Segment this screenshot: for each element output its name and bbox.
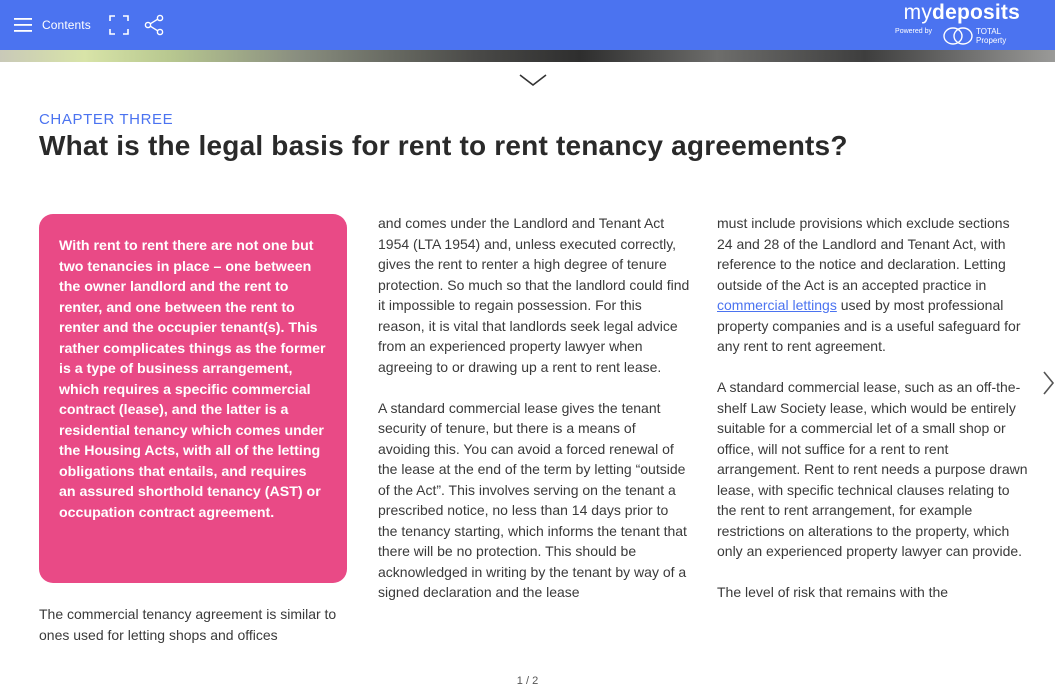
hamburger-icon (14, 18, 32, 32)
page-title: What is the legal basis for rent to rent tenancy agreements? (39, 130, 848, 161)
fullscreen-button[interactable] (109, 15, 129, 35)
column-3 (717, 213, 1029, 603)
contents-menu-button[interactable] (14, 14, 91, 36)
callout-text: With rent to rent there are not one but two tenancies in place – one between the owner landlord and the rent to renter, and one between the rent to renter and the occupier tenant(s). This rather complicates things as the former is a type of business arrangement, which requires a specific commercial contract (lease), and the latter is a residential tenancy which comes under the Housing Acts, with all of the letting obligations that entails, and requires an assured shorthold tenancy (AST) or occupation contract agreement. (59, 238, 326, 521)
chevron-right-icon (1041, 370, 1055, 396)
paragraph (717, 213, 1029, 357)
paragraph: The commercial tenancy agreement is similar to ones used for letting shops and offices (39, 606, 337, 643)
scroll-down-button[interactable] (518, 72, 548, 88)
column-2 (378, 213, 690, 603)
brand-light: my (903, 1, 933, 24)
powered-by-label: Powered by (895, 28, 932, 35)
page-indicator: 1 / 2 (516, 675, 539, 687)
share-button[interactable] (143, 14, 165, 36)
top-bar (0, 0, 1055, 50)
partner-name (976, 27, 1020, 45)
next-page-button[interactable] (1041, 370, 1055, 396)
hero-image-strip (0, 50, 1055, 62)
share-icon (143, 14, 165, 36)
contents-label: Contents (42, 18, 91, 32)
paragraph: A standard commercial lease gives the tenant security of tenure, but there is a means of avoiding this. You can avoid a forced renewal of the lease at the end of the term by letting “outside of the Act”. This involves serving on the tenant a prescribed notice, no less than 14 days prior to the tenancy starting, which informs the tenant that there will be no protection. This should be acknowledged in writing by the tenant by way of a signed declaration and the lease (378, 399, 687, 600)
commercial-lettings-link[interactable]: commercial lettings (717, 297, 837, 313)
column-1 (39, 604, 351, 645)
partner-line-1: TOTAL (976, 27, 1002, 36)
chevron-down-icon (518, 72, 548, 88)
chapter-label: CHAPTER THREE (39, 111, 174, 128)
total-property-logo-icon (942, 26, 974, 46)
callout-box (39, 214, 347, 583)
paragraph-text: must include provisions which exclude sections 24 and 28 of the Landlord and Tenant Act, with reference to the notice and declaration. Letting outside of the Act is an accepted practice in (717, 215, 1010, 293)
brand-bold: deposits (932, 1, 1020, 24)
mydeposits-logo (880, 1, 1020, 49)
paragraph-text: used by most professional property companies and is a useful safeguard for any rent to rent agreement. (717, 297, 1021, 354)
paragraph: A standard commercial lease, such as an off-the-shelf Law Society lease, which would be entirely suitable for a commercial let of a small shop or office, will not suffice for a rent to rent arrangement. Rent to rent needs a purpose drawn lease, with specific technical clauses relating to the rent to rent arrangement, for example restrictions on alterations to the property, which only an experienced property lawyer can provide. (717, 379, 1028, 559)
fullscreen-icon (109, 15, 129, 35)
brand-wordmark (904, 1, 1020, 25)
paragraph: The level of risk that remains with the (717, 584, 949, 600)
paragraph: and comes under the Landlord and Tenant Act 1954 (LTA 1954) and, unless executed correctly, gives the rent to renter a high degree of tenure protection. So much so that the landlord could find it impossible to regain possession. For this reason, it is vital that landlords seek legal advice from an experienced property lawyer when agreeing to or drawing up a rent to rent lease. (378, 215, 690, 375)
partner-line-2: Property (976, 36, 1007, 45)
